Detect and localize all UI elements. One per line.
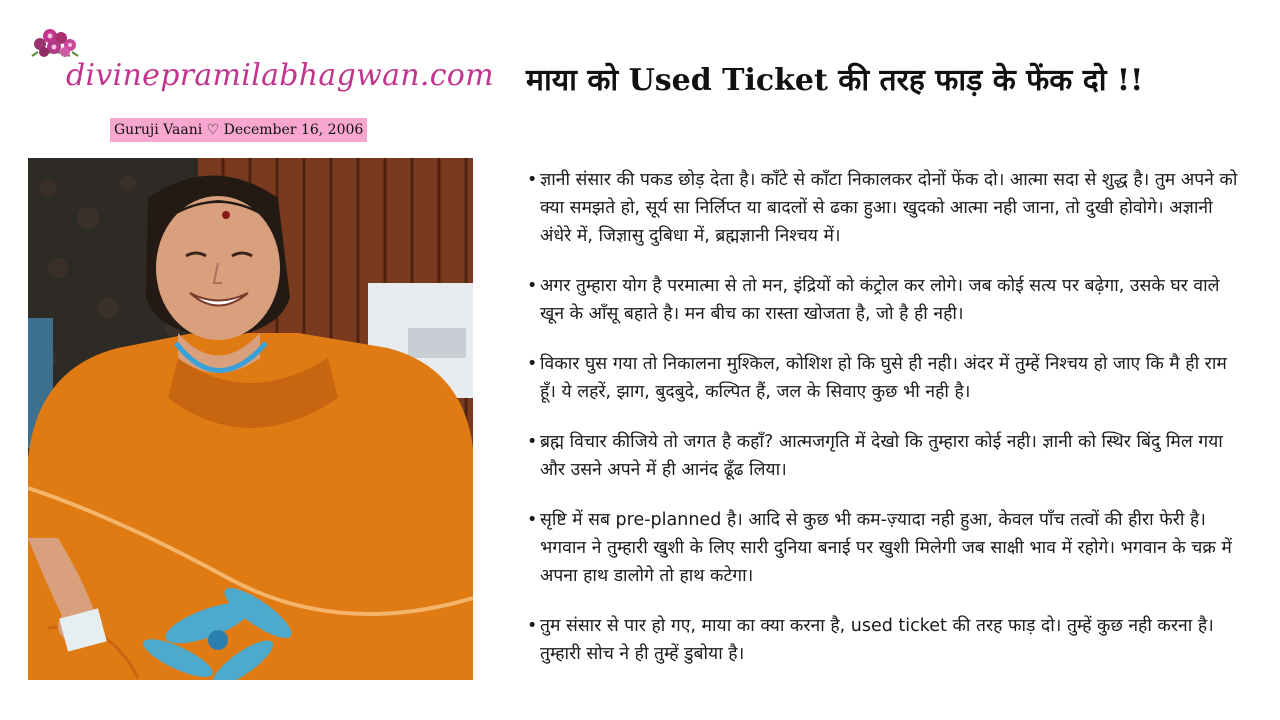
bullet-icon: • — [527, 616, 538, 636]
list-item — [527, 272, 1247, 328]
bullet-icon: • — [527, 170, 538, 190]
page-title: माया को Used Ticket की तरह फाड़ के फेंक दो !! — [526, 63, 1144, 98]
list-item-text: सृष्टि में सब pre-planned है। आदि से कुछ भी कम-ज़्यादा नही हुआ, केवल पाँच तत्वों की हीरा फेरी है। भगवान ने तुम्हारी खुशी के लिए सारी दुनिया बनाई पर खुशी मिलेगी जब साक्षी भाव में रहोगे। भगवान के चक्र में अपना हाथ डालोगे तो हाथ कटेगा। — [540, 510, 1232, 586]
guruji-photo — [28, 158, 473, 680]
site-name[interactable]: divinepramilabhagwan.com — [66, 58, 494, 93]
bullet-icon: • — [527, 354, 538, 374]
date-badge: Guruji Vaani ♡ December 16, 2006 — [110, 118, 367, 142]
list-item-text: ज्ञानी संसार की पकड छोड़ देता है। काँटे से काँटा निकालकर दोनों फेंक दो। आत्मा सदा से शुद्ध है। तुम अपने को क्या समझते हो, सूर्य सा निर्लिप्त या बादलों से ढका हुआ। खुदको आत्मा नही जाना, तो दुखी होवोगे। अज्ञानी अंधेरे में, जिज्ञासु दुबिधा में, ब्रह्मज्ञानी निश्चय में। — [540, 170, 1238, 246]
bullet-icon: • — [527, 276, 538, 296]
list-item-text: तुम संसार से पार हो गए, माया का क्या करना है, used ticket की तरह फाड़ दो। तुम्हें कुछ नही करना है। तुम्हारी सोच ने ही तुम्हें डुबोया है। — [540, 616, 1214, 664]
list-item — [527, 428, 1247, 484]
list-item — [527, 612, 1247, 668]
teachings-list — [527, 166, 1247, 690]
list-item — [527, 506, 1247, 590]
list-item-text: विकार घुस गया तो निकालना मुश्किल, कोशिश हो कि घुसे ही नही। अंदर में तुम्हें निश्चय हो जाए कि मै ही राम हूँ। ये लहरें, झाग, बुदबुदे, कल्पित हैं, जल के सिवाए कुछ भी नही है। — [540, 354, 1227, 402]
list-item-text: ब्रह्म विचार कीजिये तो जगत है कहाँ? आत्मजगृति में देखो कि तुम्हारा कोई नही। ज्ञानी को स्थिर बिंदु मिल गया और उसने अपने में ही आनंद ढूँढ लिया। — [540, 432, 1223, 480]
list-item-text: अगर तुम्हारा योग है परमात्मा से तो मन, इंद्रियों को कंट्रोल कर लोगे। जब कोई सत्य पर बढ़ेगा, उसके घर वाले खून के आँसू बहाते है। मन बीच का रास्ता खोजता है, जो है ही नही। — [540, 276, 1220, 324]
bullet-icon: • — [527, 510, 538, 530]
bullet-icon: • — [527, 432, 538, 452]
list-item — [527, 350, 1247, 406]
list-item — [527, 166, 1247, 250]
